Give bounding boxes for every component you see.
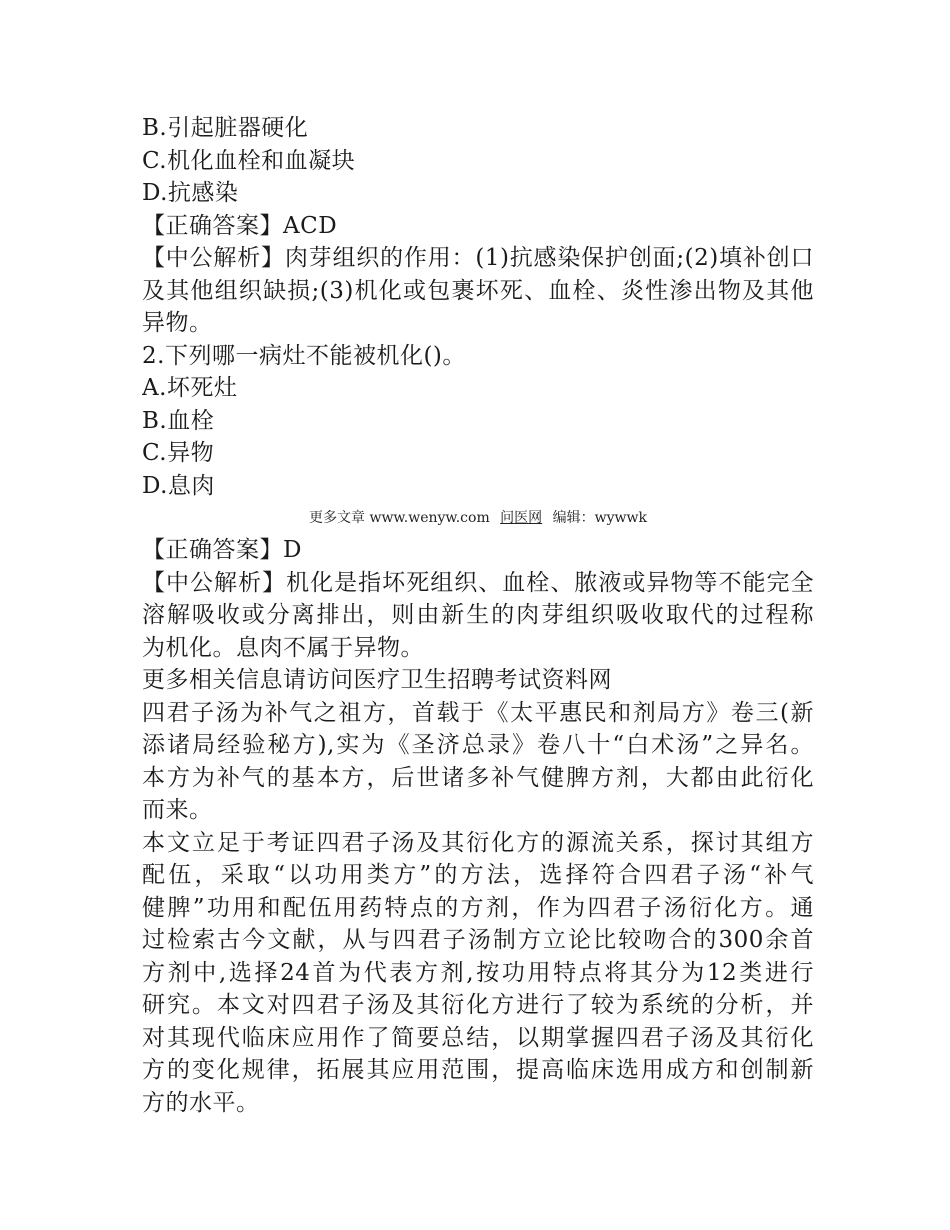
paragraph-2-line: 研究。本文对四君子汤及其衍化方进行了较为系统的分析，并 (142, 992, 814, 1018)
footer-suffix: 编辑：wywwk (552, 510, 647, 526)
footer-link[interactable]: 问医网 (500, 510, 543, 526)
paragraph-2 (142, 827, 814, 1120)
paragraph-1-line: 而来。 (142, 797, 213, 823)
analysis-1-line: 及其他组织缺损;(3)机化或包裹坏死、血栓、炎性渗出物及其他 (142, 277, 814, 304)
option-b: B.血栓 (142, 407, 215, 434)
paragraph-2-line: 健脾”功用和配伍用药特点的方剂，作为四君子汤衍化方。通 (142, 894, 814, 921)
option-c: C.异物 (142, 440, 215, 466)
paragraph-2-line: 方剂中,选择24首为代表方剂,按功用特点将其分为12类进行 (142, 959, 814, 986)
paragraph-1-line: 添诸局经验秘方),实为《圣济总录》卷八十“白术汤”之异名。 (142, 732, 814, 758)
analysis-2-line: 溶解吸收或分离排出，则由新生的肉芽组织吸收取代的过程称 (142, 602, 814, 628)
paragraph-1-line: 本方为补气的基本方，后世诸多补气健脾方剂，大都由此衍化 (142, 764, 814, 791)
paragraph-2-line: 对其现代临床应用作了简要总结，以期掌握四君子汤及其衍化 (142, 1024, 814, 1051)
paragraph-2-line: 方的水平。 (142, 1089, 260, 1116)
option-b: B.引起脏器硬化 (142, 115, 309, 141)
paragraph-2-line: 方的变化规律，拓展其应用范围，提高临床选用成方和创制新 (142, 1057, 814, 1083)
option-a: A.坏死灶 (142, 375, 238, 401)
question1-options (142, 112, 814, 242)
correct-answer: 【正确答案】D (142, 537, 302, 563)
footer-prefix: 更多文章 www.wenyw.com (309, 510, 490, 526)
analysis-2-line: 为机化。息肉不属于异物。 (142, 634, 424, 661)
option-d: D.抗感染 (142, 180, 239, 206)
paragraph-1-line: 四君子汤为补气之祖方，首载于《太平惠民和剂局方》卷三(新 (142, 699, 814, 726)
option-c: C.机化血栓和血凝块 (142, 147, 356, 174)
paragraph-1 (142, 697, 814, 827)
question-2 (142, 340, 814, 503)
analysis-1 (142, 242, 814, 340)
analysis-1-line: 【中公解析】肉芽组织的作用：(1)抗感染保护创面;(2)填补创口 (142, 245, 814, 271)
page-footer (142, 502, 814, 534)
answer-2 (142, 534, 814, 567)
correct-answer: 【正确答案】ACD (142, 212, 338, 239)
more-info-line: 更多相关信息请访问医疗卫生招聘考试资料网 (142, 667, 612, 693)
analysis-2 (142, 567, 814, 697)
paragraph-2-line: 本文立足于考证四君子汤及其衍化方的源流关系，探讨其组方 (142, 829, 814, 856)
analysis-1-line: 异物。 (142, 310, 213, 336)
paragraph-2-line: 配伍，采取“以功用类方”的方法，选择符合四君子汤“补气 (142, 862, 814, 888)
document-page (142, 112, 814, 1119)
question-2-stem: 2.下列哪一病灶不能被机化()。 (142, 342, 466, 369)
paragraph-2-line: 过检索古今文献，从与四君子汤制方立论比较吻合的300余首 (142, 927, 814, 953)
option-d: D.息肉 (142, 472, 215, 499)
analysis-2-line: 【中公解析】机化是指坏死组织、血栓、脓液或异物等不能完全 (142, 569, 814, 596)
